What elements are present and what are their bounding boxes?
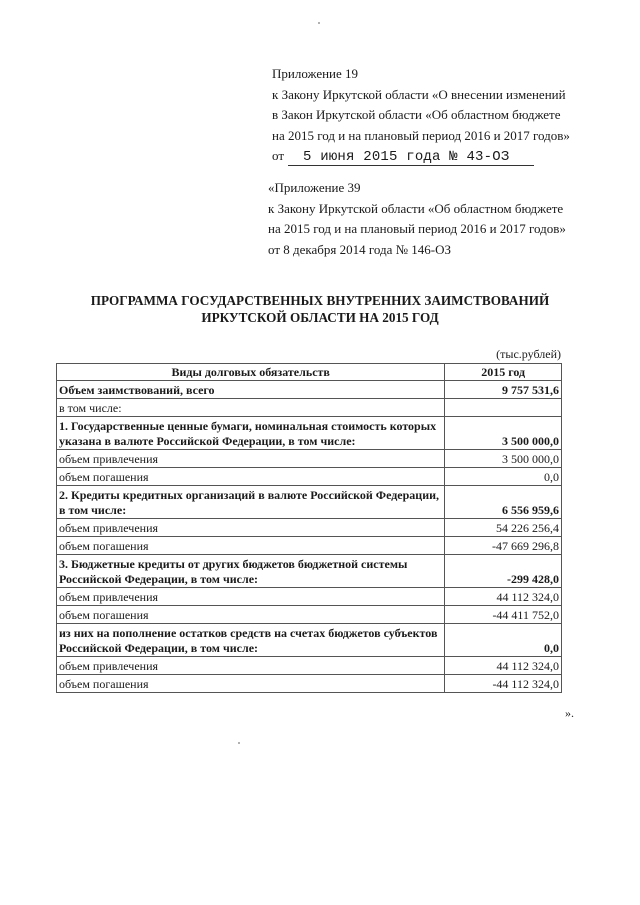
row-label: объем привлечения (57, 657, 445, 675)
row-label: объем погашения (57, 468, 445, 486)
row-value: 0,0 (445, 468, 562, 486)
row-label: объем погашения (57, 537, 445, 555)
table-row (57, 468, 562, 486)
borrowing-table (56, 363, 562, 693)
appendix-line: от 8 декабря 2014 года № 146-ОЗ (268, 241, 452, 257)
row-value: 3 500 000,0 (445, 417, 562, 450)
title-line: ПРОГРАММА ГОСУДАРСТВЕННЫХ ВНУТРЕННИХ ЗАИМСТВОВАНИЙ (90, 293, 550, 308)
row-label: объем привлечения (57, 588, 445, 606)
appendix-original (268, 178, 566, 260)
row-value: 44 112 324,0 (445, 588, 562, 606)
table-row (57, 588, 562, 606)
row-value: -44 411 752,0 (445, 606, 562, 624)
row-value: -44 112 324,0 (445, 675, 562, 693)
table-row (57, 537, 562, 555)
law-date-value: 5 июня 2015 года № 43-ОЗ (288, 149, 534, 166)
table-row (57, 606, 562, 624)
table-row (57, 555, 562, 588)
appendix-line: в Закон Иркутской области «Об областном бюджете (272, 107, 561, 122)
row-value: 3 500 000,0 (445, 450, 562, 468)
row-value: -47 669 296,8 (445, 537, 562, 555)
row-label: объем привлечения (57, 450, 445, 468)
table-row (57, 399, 562, 417)
row-label: 2. Кредиты кредитных организаций в валюте Российской Федерации, в том числе: (57, 486, 445, 519)
document-title (40, 292, 600, 326)
row-label: объем привлечения (57, 519, 445, 537)
column-header: 2015 год (445, 364, 562, 381)
scan-speck (318, 22, 320, 24)
appendix-line: на 2015 год и на плановый период 2016 и 2017 годов» (268, 221, 566, 236)
table-row (57, 675, 562, 693)
row-value: 9 757 531,6 (445, 381, 562, 399)
row-value: 44 112 324,0 (445, 657, 562, 675)
appendix-line: «Приложение 39 (268, 180, 361, 195)
row-value: 0,0 (445, 624, 562, 657)
table-row (57, 486, 562, 519)
appendix-line: к Закону Иркутской области «Об областном бюджете (268, 200, 564, 216)
table-row (57, 657, 562, 675)
row-label: 1. Государственные ценные бумаги, номинальная стоимость которых указана в валюте Российской Федерации, в том числе: (57, 417, 445, 450)
table-row (57, 417, 562, 450)
column-header: Виды долговых обязательств (57, 364, 445, 381)
law-date-line (272, 146, 570, 167)
row-label: Объем заимствований, всего (57, 381, 445, 399)
row-value: 54 226 256,4 (445, 519, 562, 537)
appendix-line: к Закону Иркутской области «О внесении изменений (272, 86, 566, 102)
scan-speck (238, 742, 240, 744)
appendix-line: Приложение 19 (272, 66, 359, 81)
row-value (445, 399, 562, 417)
appendix-line: на 2015 год и на плановый период 2016 и 2017 годов» (272, 127, 570, 143)
appendix-header (272, 64, 570, 167)
table-row (57, 624, 562, 657)
row-value: 6 556 959,6 (445, 486, 562, 519)
row-label: из них на пополнение остатков средств на счетах бюджетов субъектов Российской Федерации, в том числе: (57, 624, 445, 657)
row-label: в том числе: (57, 399, 445, 417)
row-label: 3. Бюджетные кредиты от других бюджетов бюджетной системы Российской Федерации, в том числе: (57, 555, 445, 588)
table-header-row (57, 364, 562, 381)
units-label: (тыс.рублей) (496, 347, 561, 361)
row-value: -299 428,0 (445, 555, 562, 588)
table-row (57, 519, 562, 537)
table-row (57, 450, 562, 468)
date-prefix: от (272, 148, 285, 163)
closing-quote-mark: ». (565, 706, 574, 720)
title-line: ИРКУТСКОЙ ОБЛАСТИ НА 2015 ГОД (201, 310, 439, 325)
row-label: объем погашения (57, 606, 445, 624)
table-row (57, 381, 562, 399)
row-label: объем погашения (57, 675, 445, 693)
